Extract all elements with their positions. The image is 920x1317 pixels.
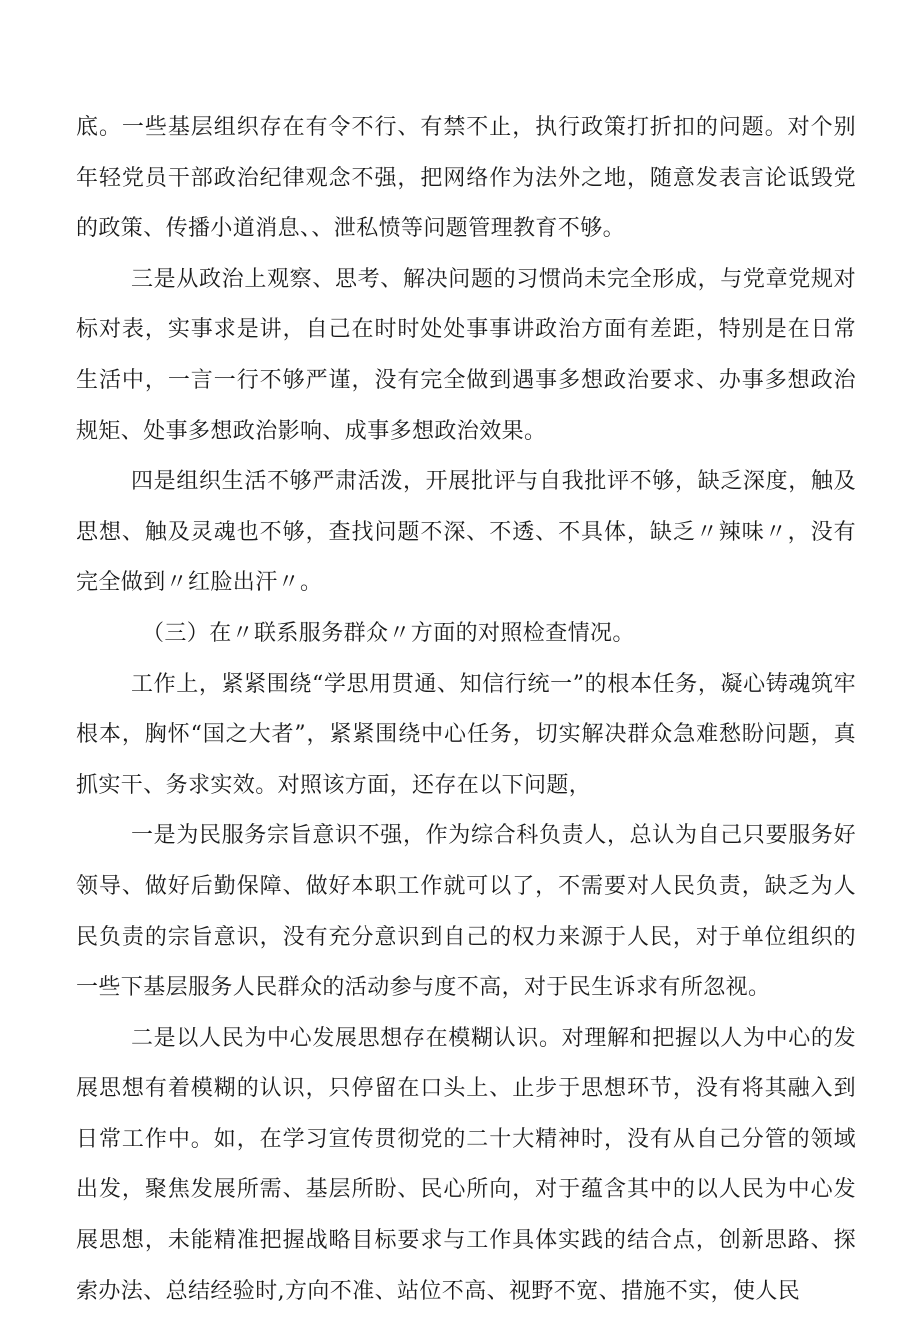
paragraph-work-overview: 工作上，紧紧围绕“学思用贯通、知信行统一”的根本任务，凝心铸魂筑牢根本，胸怀“国之大者”，紧紧围绕中心任务，切实解决群众急难愁盼问题，真抓实干、务求实效。对照该方面，还存在以下问题， xyxy=(76,671,856,798)
paragraph-service-awareness: 一是为民服务宗旨意识不强，作为综合科负责人，总认为自己只要服务好领导、做好后勤保障、做好本职工作就可以了，不需要对人民负责，缺乏为人民负责的宗旨意识，没有充分意识到自己的权力来源于人民，对于单位组织的一些下基层服务人民群众的活动参与度不高，对于民生诉求有所忽视。 xyxy=(76,823,856,1001)
paragraph-people-centered: 二是以人民为中心发展思想存在模糊认识。对理解和把握以人为中心的发展思想有着模糊的认识，只停留在口头上、止步于思想环节，没有将其融入到日常工作中。如，在学习宣传贯彻党的二十大精神时，没有从自己分管的领域出发，聚焦发展所需、基层所盼、民心所向，对于蕴含其中的以人民为中心发展思想，未能精准把握战略目标要求与工作具体实践的结合点，创新思路、探索办法、总结经验时,方向不准、站位不高、视野不宽、措施不实，使人民 xyxy=(76,1025,856,1304)
paragraph-continuation: 底。一些基层组织存在有令不行、有禁不止，执行政策打折扣的问题。对个别年轻党员干部政治纪律观念不强，把网络作为法外之地，随意发表言论诋毁党的政策、传播小道消息、、泄私愤等问题管理教育不够。 xyxy=(76,115,856,242)
document-body xyxy=(76,103,856,1317)
section-heading-serve-masses: （三）在〃联系服务群众〃方面的对照检查情况。 xyxy=(142,620,635,646)
paragraph-organizational-life: 四是组织生活不够严肃活泼，开展批评与自我批评不够，缺乏深度，触及思想、触及灵魂也不够，查找问题不深、不透、不具体，缺乏〃辣味〃，没有完全做到〃红脸出汗〃。 xyxy=(76,469,856,596)
paragraph-political-observation: 三是从政治上观察、思考、解决问题的习惯尚未完全形成，与党章党规对标对表，实事求是讲，自己在时时处处事事讲政治方面有差距，特别是在日常生活中，一言一行不够严谨，没有完全做到遇事多想政治要求、办事多想政治规矩、处事多想政治影响、成事多想政治效果。 xyxy=(76,266,856,444)
